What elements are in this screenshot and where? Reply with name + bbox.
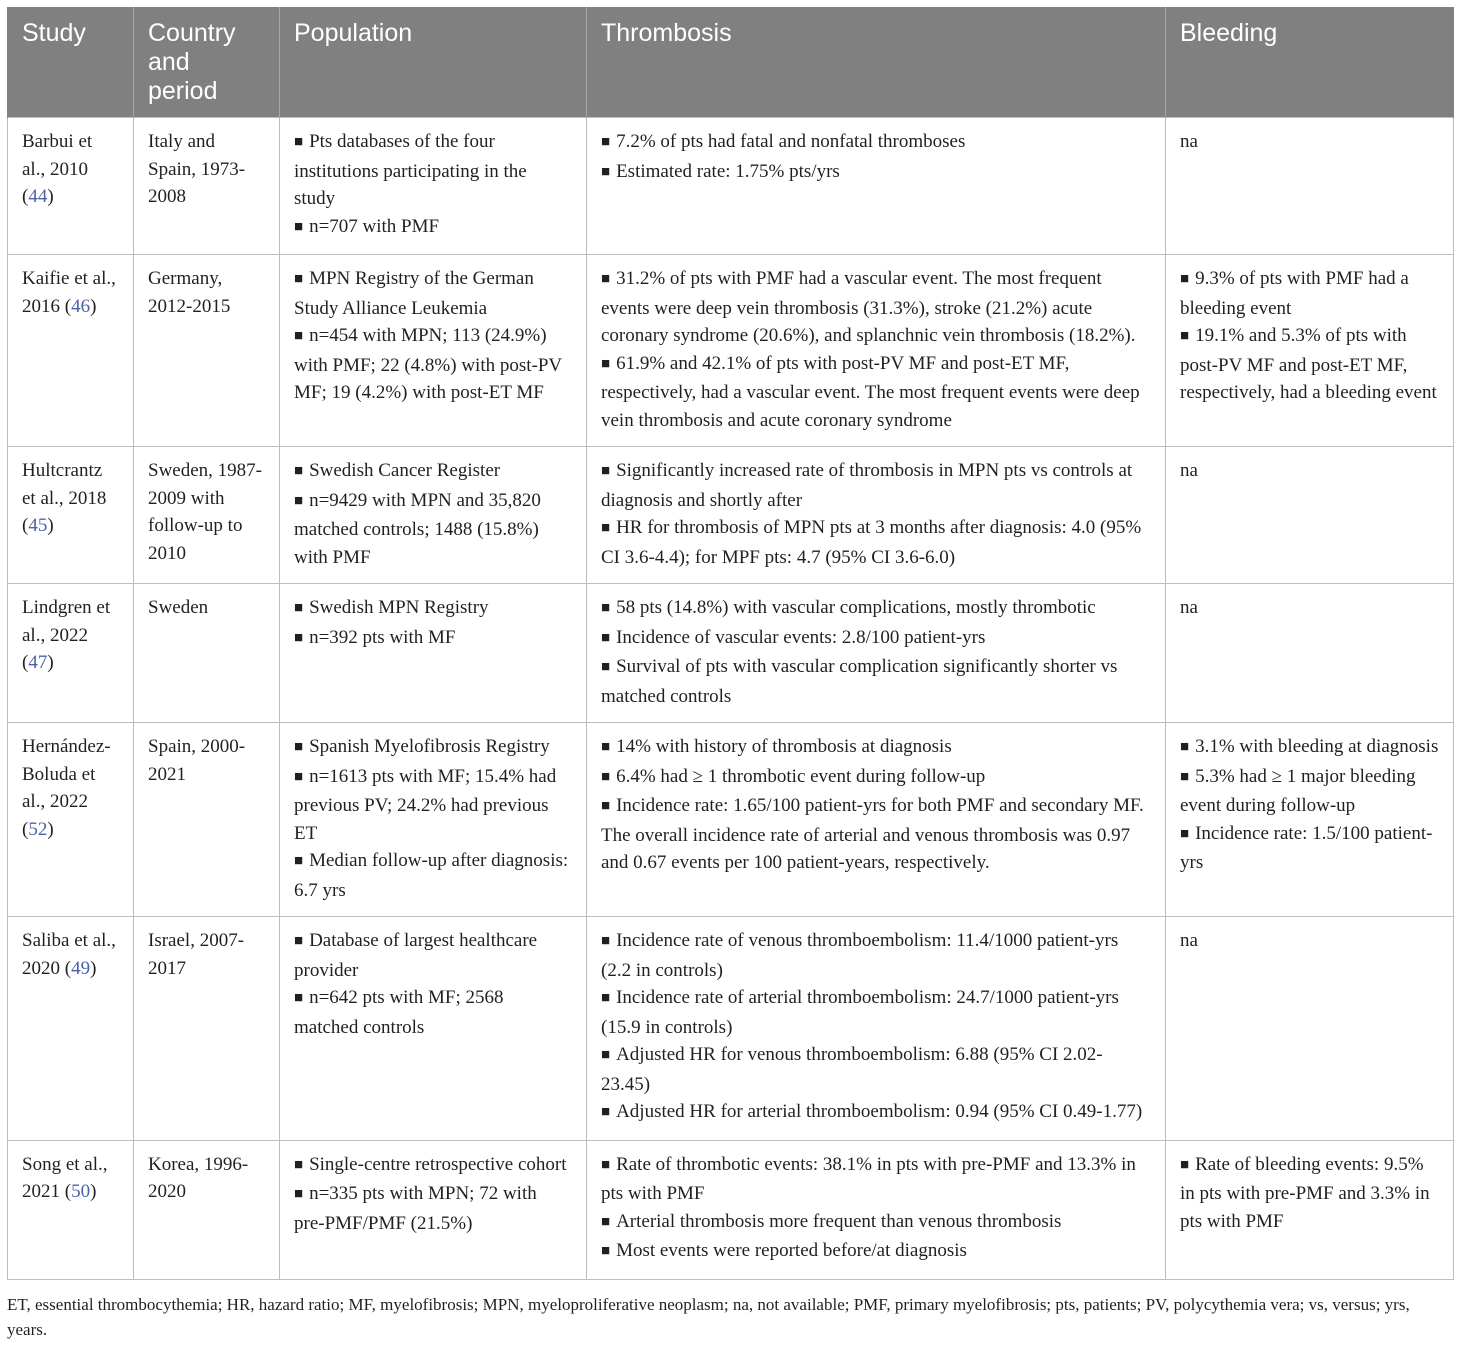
header-study: Study	[8, 7, 134, 118]
thrombosis-item	[601, 792, 1151, 877]
population-text: Single-centre retrospective cohort	[309, 1153, 567, 1175]
study-name: Barbui et al., 2010	[22, 131, 93, 180]
table-row	[8, 447, 1454, 584]
thrombosis-item	[601, 158, 1151, 188]
bullet-square-icon: ■	[601, 1104, 611, 1120]
population-text: Swedish Cancer Register	[309, 460, 501, 481]
population-item	[294, 733, 572, 763]
bullet-square-icon: ■	[294, 218, 304, 235]
table-row	[8, 118, 1454, 255]
bullet-square-icon: ■	[294, 492, 304, 509]
bleeding-cell	[1166, 584, 1454, 723]
bullet-square-icon: ■	[601, 271, 611, 287]
header-row	[8, 7, 1454, 118]
study-cell: Hultcrantz et al., 2018 (45)	[8, 447, 134, 584]
population-cell	[280, 255, 587, 447]
table-row	[8, 723, 1454, 917]
thrombosis-text: Rate of thrombotic events: 38.1% in pts with pre-PMF and 13.3% in pts with PMF	[601, 1153, 1136, 1204]
bullet-square-icon: ■	[294, 463, 304, 479]
population-text: MPN Registry of the German Study Alliance Leukemia	[294, 268, 534, 319]
study-name: Saliba et al., 2020	[22, 930, 116, 979]
population-cell	[280, 1140, 587, 1279]
population-item	[294, 624, 572, 654]
thrombosis-text: 58 pts (14.8%) with vascular complications, mostly thrombotic	[616, 597, 1096, 618]
country-period-cell: Spain, 2000-2021	[134, 723, 280, 917]
thrombosis-text: Incidence of vascular events: 2.8/100 patient-yrs	[616, 626, 986, 648]
population-cell	[280, 584, 587, 723]
country-period-cell: Korea, 1996-2020	[134, 1140, 280, 1279]
bullet-square-icon: ■	[601, 629, 611, 646]
reference-link[interactable]: 45	[28, 515, 48, 536]
bullet-square-icon: ■	[294, 853, 304, 869]
thrombosis-text: 7.2% of pts had fatal and nonfatal thromboses	[616, 131, 966, 152]
bullet-square-icon: ■	[601, 520, 611, 536]
thrombosis-text: 14% with history of thrombosis at diagnosis	[616, 736, 952, 757]
bleeding-text: 5.3% had ≥ 1 major bleeding event during follow-up	[1180, 765, 1416, 816]
bullet-square-icon: ■	[601, 355, 611, 372]
study-cell: Hernández-Boluda et al., 2022 (52)	[8, 723, 134, 917]
study-cell: Barbui et al., 2010 (44)	[8, 118, 134, 255]
thrombosis-item	[601, 1208, 1151, 1238]
header-bleeding: Bleeding	[1166, 7, 1454, 118]
population-item	[294, 763, 572, 848]
bullet-square-icon: ■	[601, 463, 611, 479]
thrombosis-item	[601, 1237, 1151, 1267]
population-item	[294, 213, 572, 243]
bullet-square-icon: ■	[294, 1156, 304, 1173]
thrombosis-item	[601, 1041, 1151, 1098]
bullet-square-icon: ■	[294, 134, 304, 150]
table-row	[8, 1140, 1454, 1279]
population-item	[294, 984, 572, 1041]
bleeding-na: na	[1180, 930, 1198, 951]
population-item	[294, 1151, 572, 1181]
table-container	[7, 7, 1453, 1280]
thrombosis-cell	[587, 447, 1166, 584]
bullet-square-icon: ■	[1180, 768, 1190, 785]
bullet-square-icon: ■	[294, 990, 304, 1006]
population-text: Database of largest healthcare provider	[294, 930, 538, 981]
thrombosis-cell	[587, 255, 1166, 447]
thrombosis-cell	[587, 584, 1166, 723]
bullet-square-icon: ■	[601, 600, 611, 616]
population-item	[294, 457, 572, 487]
population-text: n=392 pts with MF	[309, 626, 456, 648]
bullet-square-icon: ■	[294, 600, 304, 616]
population-cell	[280, 917, 587, 1141]
thrombosis-cell	[587, 118, 1166, 255]
thrombosis-text: 61.9% and 42.1% of pts with post-PV MF and post-ET MF, respectively, had a vascular event. The most frequent events were deep vein thrombosis and acute coronary syndrome	[601, 352, 1140, 431]
bullet-square-icon: ■	[294, 271, 304, 287]
bleeding-text: Rate of bleeding events: 9.5% in pts with pre-PMF and 3.3% in pts with PMF	[1180, 1153, 1430, 1232]
thrombosis-item	[601, 1151, 1151, 1208]
bleeding-text: 9.3% of pts with PMF had a bleeding event	[1180, 268, 1409, 319]
header-country-period: Country and period	[134, 7, 280, 118]
thrombosis-text: 31.2% of pts with PMF had a vascular event. The most frequent events were deep vein thrombosis (31.3%), stroke (21.2%) acute coronary syndrome (20.6%), and splanchnic vein thrombosis (18.2%).	[601, 268, 1136, 346]
study-cell: Kaifie et al., 2016 (46)	[8, 255, 134, 447]
bleeding-item	[1180, 1151, 1439, 1236]
bullet-square-icon: ■	[294, 328, 304, 344]
bullet-square-icon: ■	[294, 933, 304, 949]
table-row	[8, 584, 1454, 723]
reference-link[interactable]: 47	[28, 652, 48, 673]
bleeding-cell	[1166, 255, 1454, 447]
thrombosis-text: Arterial thrombosis more frequent than venous thrombosis	[616, 1210, 1062, 1232]
population-text: n=454 with MPN; 113 (24.9%) with PMF; 22 (4.8%) with post-PV MF; 19 (4.2%) with post-ET MF	[294, 325, 562, 403]
population-item	[294, 322, 572, 407]
table-row	[8, 255, 1454, 447]
thrombosis-item	[601, 624, 1151, 654]
bullet-square-icon: ■	[1180, 739, 1190, 755]
bullet-square-icon: ■	[294, 629, 304, 646]
country-period-cell: Germany, 2012-2015	[134, 255, 280, 447]
thrombosis-text: HR for thrombosis of MPN pts at 3 months after diagnosis: 4.0 (95% CI 3.6-4.4); for MPF pts: 4.7 (95% CI 3.6-6.0)	[601, 517, 1142, 568]
study-name: Lindgren et al., 2022	[22, 597, 111, 646]
thrombosis-item	[601, 927, 1151, 984]
population-text: Spanish Myelofibrosis Registry	[309, 736, 550, 757]
population-text: n=335 pts with MPN; 72 with pre-PMF/PMF (21.5%)	[294, 1183, 537, 1234]
thrombosis-text: Incidence rate of venous thromboembolism: 11.4/1000 patient-yrs (2.2 in controls)	[601, 930, 1119, 981]
bleeding-na: na	[1180, 460, 1198, 481]
bullet-square-icon: ■	[601, 163, 611, 180]
bleeding-item	[1180, 322, 1439, 407]
table-row	[8, 917, 1454, 1141]
thrombosis-item	[601, 594, 1151, 624]
bleeding-na: na	[1180, 597, 1198, 618]
country-period-cell: Italy and Spain, 1973-2008	[134, 118, 280, 255]
bleeding-text: Incidence rate: 1.5/100 patient-yrs	[1180, 822, 1433, 873]
thrombosis-text: 6.4% had ≥ 1 thrombotic event during follow-up	[616, 765, 986, 787]
population-text: Pts databases of the four institutions participating in the study	[294, 131, 527, 209]
study-cell: Saliba et al., 2020 (49)	[8, 917, 134, 1141]
bleeding-text: 3.1% with bleeding at diagnosis	[1195, 736, 1439, 757]
bleeding-cell	[1166, 447, 1454, 584]
bullet-square-icon: ■	[294, 739, 304, 755]
population-text: n=642 pts with MF; 2568 matched controls	[294, 987, 504, 1038]
thrombosis-item	[601, 457, 1151, 514]
thrombosis-item	[601, 514, 1151, 571]
study-name: Hultcrantz et al., 2018	[22, 460, 107, 509]
thrombosis-item	[601, 763, 1151, 793]
thrombosis-item	[601, 653, 1151, 710]
thrombosis-text: Adjusted HR for venous thromboembolism: 6.88 (95% CI 2.02-23.45)	[601, 1044, 1103, 1095]
bleeding-cell	[1166, 1140, 1454, 1279]
country-period-cell: Israel, 2007-2017	[134, 917, 280, 1141]
thrombosis-text: Most events were reported before/at diagnosis	[616, 1240, 967, 1261]
population-cell	[280, 447, 587, 584]
bleeding-item	[1180, 763, 1439, 820]
reference-link[interactable]: 46	[71, 295, 91, 317]
bullet-square-icon: ■	[601, 768, 611, 785]
bullet-square-icon: ■	[1180, 1156, 1190, 1173]
bullet-square-icon: ■	[294, 1186, 304, 1202]
bullet-square-icon: ■	[1180, 328, 1190, 344]
thrombosis-item	[601, 350, 1151, 435]
header-population: Population	[280, 7, 587, 118]
bullet-square-icon: ■	[601, 659, 611, 675]
population-item	[294, 487, 572, 572]
bullet-square-icon: ■	[1180, 825, 1190, 842]
header-thrombosis: Thrombosis	[587, 7, 1166, 118]
thrombosis-item	[601, 265, 1151, 350]
study-cell: Song et al., 2021 (50)	[8, 1140, 134, 1279]
population-text: Swedish MPN Registry	[309, 597, 489, 618]
population-item	[294, 265, 572, 322]
study-cell: Lindgren et al., 2022 (47)	[8, 584, 134, 723]
bleeding-text: 19.1% and 5.3% of pts with post-PV MF and post-ET MF, respectively, had a bleeding event	[1180, 325, 1437, 403]
population-item	[294, 847, 572, 904]
bullet-square-icon: ■	[601, 1213, 611, 1230]
thrombosis-cell	[587, 1140, 1166, 1279]
thrombosis-item	[601, 1098, 1151, 1128]
thrombosis-item	[601, 128, 1151, 158]
population-item	[294, 1180, 572, 1237]
bullet-square-icon: ■	[1180, 271, 1190, 287]
bullet-square-icon: ■	[601, 1156, 611, 1173]
bullet-square-icon: ■	[601, 990, 611, 1006]
population-text: n=9429 with MPN and 35,820 matched controls; 1488 (15.8%) with PMF	[294, 489, 541, 568]
bullet-square-icon: ■	[601, 798, 611, 814]
table-footnote: ET, essential thrombocythemia; HR, hazard ratio; MF, myelofibrosis; MPN, myeloproliferative neoplasm; na, not available; PMF, primary myelofibrosis; pts, patients; PV, polycythemia vera; vs, versus; yrs, years.	[7, 1295, 1410, 1339]
reference-link[interactable]: 49	[71, 957, 91, 979]
thrombosis-text: Survival of pts with vascular complication significantly shorter vs matched controls	[601, 656, 1118, 707]
reference-link[interactable]: 50	[71, 1181, 91, 1202]
study-name: Hernández-Boluda et al., 2022	[22, 736, 111, 812]
bullet-square-icon: ■	[601, 1047, 611, 1063]
population-text: n=707 with PMF	[309, 215, 440, 237]
population-item	[294, 128, 572, 213]
bleeding-cell	[1166, 723, 1454, 917]
thrombosis-cell	[587, 917, 1166, 1141]
population-item	[294, 594, 572, 624]
reference-link[interactable]: 52	[28, 818, 48, 840]
thrombosis-item	[601, 984, 1151, 1041]
population-cell	[280, 723, 587, 917]
study-table	[7, 7, 1454, 1280]
bleeding-item	[1180, 265, 1439, 322]
thrombosis-item	[601, 733, 1151, 763]
bleeding-item	[1180, 733, 1439, 763]
bleeding-cell	[1166, 118, 1454, 255]
thrombosis-text: Incidence rate of arterial thromboembolism: 24.7/1000 patient-yrs (15.9 in controls)	[601, 987, 1119, 1038]
study-name: Song et al., 2021	[22, 1153, 108, 1202]
thrombosis-cell	[587, 723, 1166, 917]
thrombosis-text: Significantly increased rate of thrombosis in MPN pts vs controls at diagnosis and shortly after	[601, 460, 1133, 511]
study-name: Kaifie et al., 2016	[22, 268, 116, 317]
country-period-cell: Sweden	[134, 584, 280, 723]
bullet-square-icon: ■	[601, 739, 611, 755]
country-period-cell: Sweden, 1987-2009 with follow-up to 2010	[134, 447, 280, 584]
thrombosis-text: Adjusted HR for arterial thromboembolism: 0.94 (95% CI 0.49-1.77)	[616, 1101, 1143, 1122]
bleeding-item	[1180, 820, 1439, 877]
bleeding-cell	[1166, 917, 1454, 1141]
bullet-square-icon: ■	[601, 134, 611, 150]
thrombosis-text: Estimated rate: 1.75% pts/yrs	[616, 160, 840, 182]
thrombosis-text: Incidence rate: 1.65/100 patient-yrs for both PMF and secondary MF. The overall incidence rate of arterial and venous thrombosis was 0.97 and 0.67 events per 100 patient-years, respectively.	[601, 795, 1144, 873]
population-text: n=1613 pts with MF; 15.4% had previous PV; 24.2% had previous ET	[294, 765, 557, 844]
population-item	[294, 927, 572, 984]
bullet-square-icon: ■	[601, 1243, 611, 1259]
population-text: Median follow-up after diagnosis: 6.7 yrs	[294, 850, 569, 901]
reference-link[interactable]: 44	[28, 186, 48, 207]
bullet-square-icon: ■	[601, 933, 611, 949]
bullet-square-icon: ■	[294, 768, 304, 785]
bleeding-na: na	[1180, 131, 1198, 152]
population-cell	[280, 118, 587, 255]
table-body	[8, 118, 1454, 1280]
